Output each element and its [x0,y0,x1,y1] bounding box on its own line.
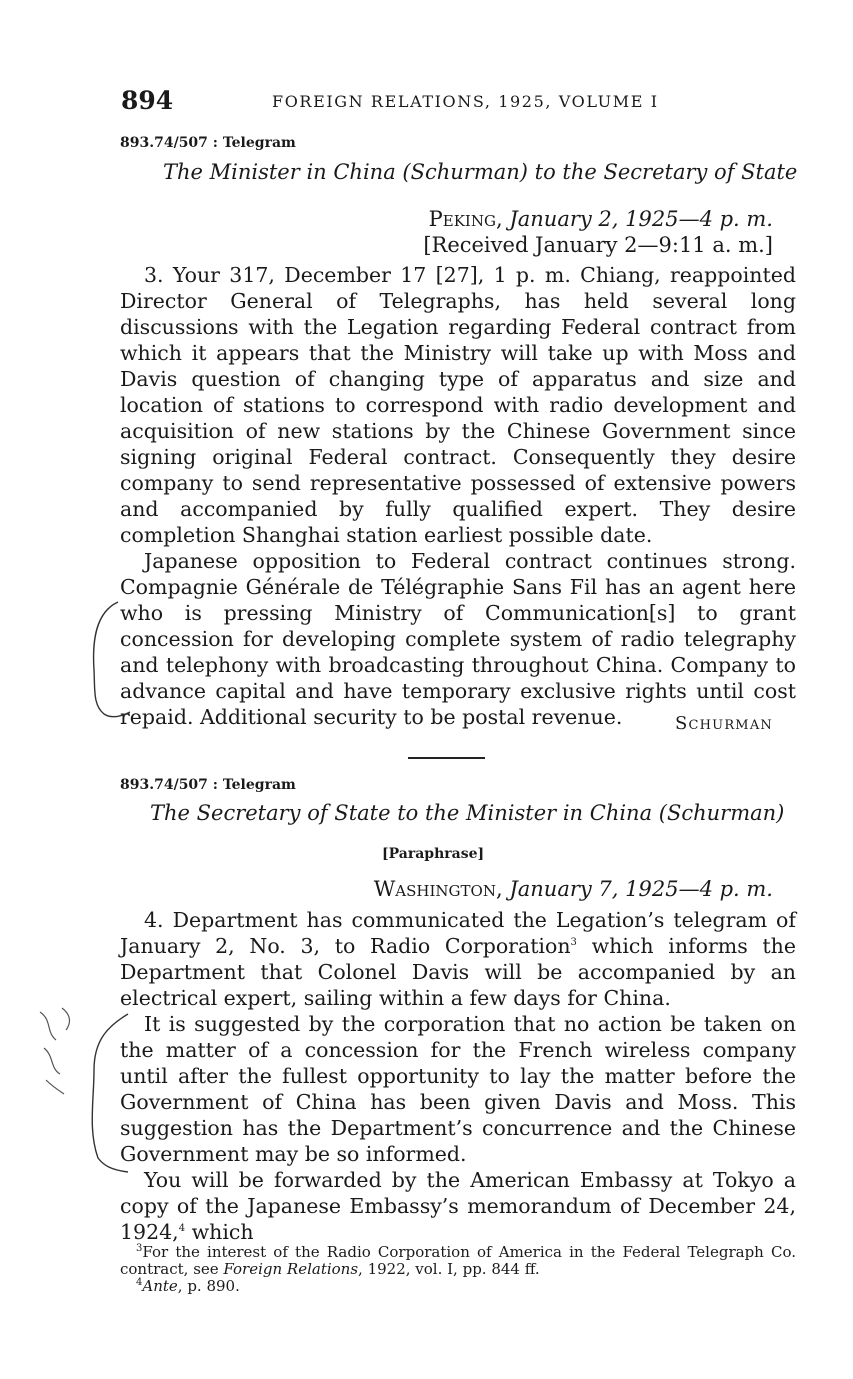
footnotes [120,1244,796,1295]
running-title: FOREIGN RELATIONS, 1925, VOLUME I [272,92,659,111]
footnote-citation: Ante [142,1277,178,1295]
doc2-paragraph-3-text-cont: which [185,1220,254,1244]
doc2-paragraph-2: It is suggested by the corporation that no action be taken on the matter of a concession for the French wireless company until after the fullest opportunity to lay the matter before the Government of China has been given Davis and Moss. This suggestion has the Department’s concurrence and the Chinese Government may be so informed. [120,1012,796,1166]
doc1-body [120,262,796,730]
doc2-dateline [374,877,773,901]
footnote-mark: 4 [136,1277,143,1288]
doc2-paragraph-1-text: 4. Department has communicated the Legation’s telegram of January 2, No. 3, to Radio Corporation [120,908,796,958]
footnote-mark: 3 [136,1243,143,1254]
footnote-ref-3[interactable]: 3 [570,937,577,949]
footnote-4 [120,1278,796,1295]
doc2-paraphrase-note: [Paraphrase] [382,846,485,862]
doc1-title: The Minister in China (Schurman) to the Secretary of State [163,160,798,184]
section-divider [408,757,485,759]
footnote-citation: Foreign Relations [223,1260,359,1278]
doc2-paragraph-1-text-cont: which informs the Department that Colonel Davis will be accompanied by an electrical expert, sailing within a few days for China. [120,934,797,1010]
doc2-paragraph-1 [120,907,796,1011]
doc2-place: Washington, [373,877,503,901]
footnote-ref-4[interactable]: 4 [178,1223,186,1235]
footnote-text-cont: , 1922, vol. I, pp. 844 ff. [358,1260,540,1278]
doc1-received: [Received January 2—9:11 a. m.] [423,233,773,257]
doc1-paragraph-1: 3. Your 317, December 17 [27], 1 p. m. Chiang, reappointed Director General of Telegraphs, has held several long discussions with the Legation regarding Federal contract from which it appears that the Ministry will take up with Moss and Davis question of changing type of apparatus and size and location of stations to correspond with radio development and acquisition of new stations by the Chinese Government since signing original Federal contract. Consequently they desire company to send representative possessed of extensive powers and accompanied by fully qualified expert. They desire completion Shanghai station earliest possible date. [120,263,796,547]
footnote-text: For the interest of the Radio Corporation of America in the Federal Telegraph Co. contract, see [120,1243,796,1278]
doc2-date: January 7, 1925—4 p. m. [509,877,773,901]
footnote-3 [120,1244,796,1278]
doc1-place: Peking, [428,207,503,231]
margin-scribble [40,1008,69,1094]
doc2-paragraph-3-text: You will be forwarded by the American Embassy at Tokyo a copy of the Japanese Embassy’s memorandum of December 24, 1924, [120,1168,796,1244]
doc1-signature: Schurman [674,713,773,734]
doc1-file-ref: 893.74/507 : Telegram [120,135,296,151]
doc1-dateline [429,207,773,231]
page-number: 894 [121,86,174,115]
doc2-file-ref: 893.74/507 : Telegram [120,777,296,793]
doc2-body [120,907,796,1245]
footnote-text-cont: , p. 890. [177,1277,240,1295]
doc2-title: The Secretary of State to the Minister in China (Schurman) [150,801,785,825]
doc1-date: January 2, 1925—4 p. m. [509,207,773,231]
doc2-paragraph-3 [120,1167,796,1245]
doc1-paragraph-2: Japanese opposition to Federal contract continues strong. Compagnie Générale de Télégraphie Sans Fil has an agent here who is pressing Ministry of Communication[s] to grant concession for developing complete system of radio telegraphy and telephony with broadcasting throughout China. Company to advance capital and have temporary exclusive rights until cost repaid. Additional security to be postal revenue. [120,549,796,729]
